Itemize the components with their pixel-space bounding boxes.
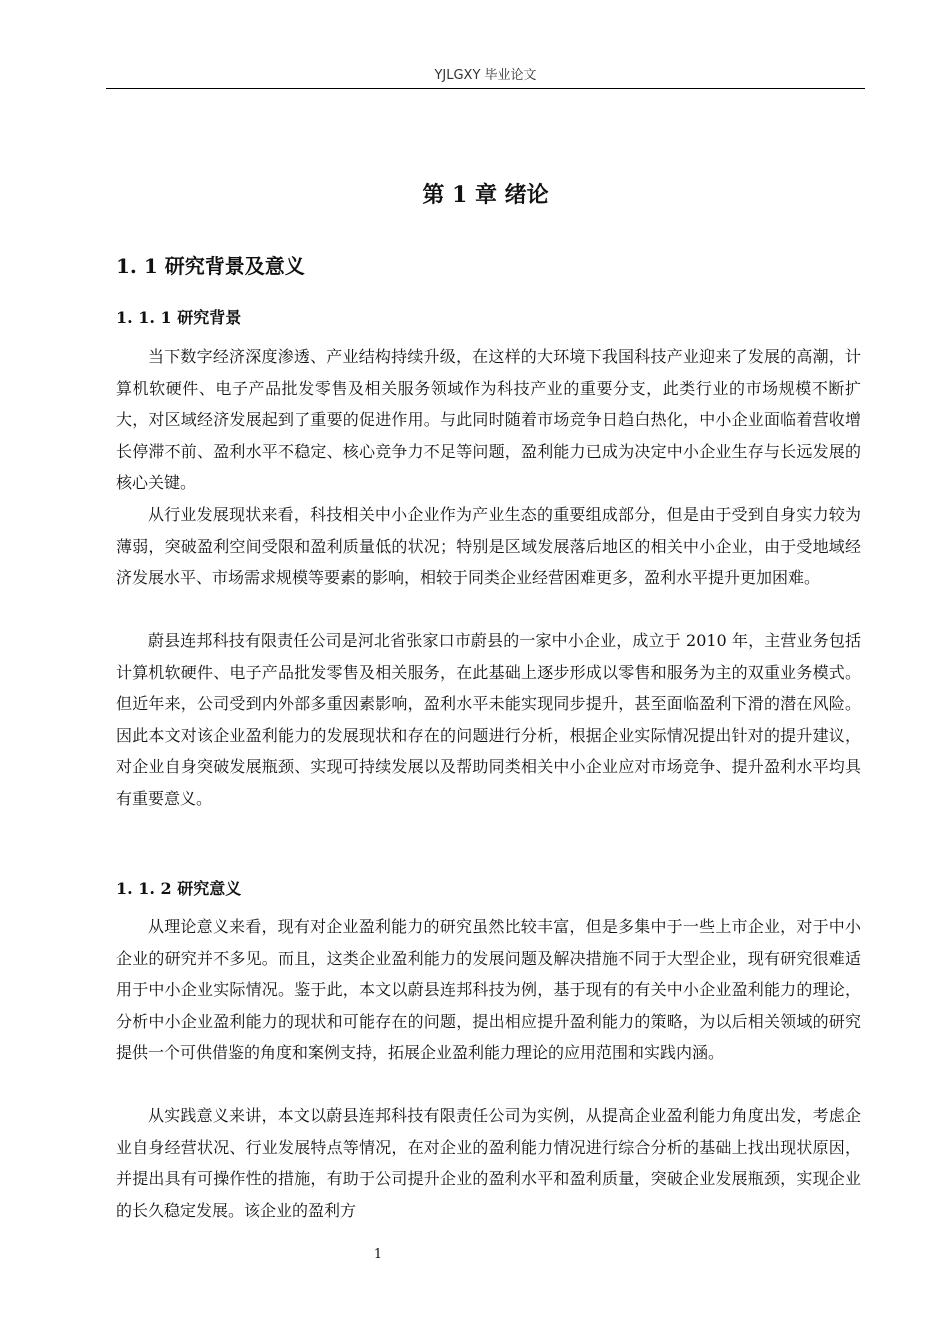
page-header: YJLGXY 毕业论文	[434, 68, 537, 83]
page-number: 1	[373, 1247, 383, 1262]
section-heading-1-1-1: 1. 1. 1 研究背景	[116, 308, 242, 327]
paragraph-significance-2: 从实践意义来讲，本文以蔚县连邦科技有限责任公司为实例，从提高企业盈利能力角度出发，考虑企业自身经营状况、行业发展特点等情况，在对企业的盈利能力情况进行综合分析的基础上找出现状原因，并提出具有可操作性的措施，有助于公司提升企业的盈利水平和盈利质量，突破企业发展瓶颈，实现企业的长久稳定发展。该企业的盈利方	[116, 1106, 861, 1220]
chapter-title: 第 1 章 绪论	[422, 182, 549, 208]
header-rule	[106, 88, 865, 89]
paragraph-significance-1: 从理论意义来看，现有对企业盈利能力的研究虽然比较丰富，但是多集中于一些上市企业，对于中小企业的研究并不多见。而且，这类企业盈利能力的发展问题及解决措施不同于大型企业，现有研究很难适用于中小企业实际情况。鉴于此，本文以蔚县连邦科技为例，基于现有的有关中小企业盈利能力的理论，分析中小企业盈利能力的现状和可能存在的问题，提出相应提升盈利能力的策略，为以后相关领域的研究提供一个可供借鉴的角度和案例支持，拓展企业盈利能力理论的应用范围和实践内涵。	[116, 917, 861, 1062]
section-heading-1-1-2: 1. 1. 2 研究意义	[116, 879, 242, 898]
paragraph-background-3: 蔚县连邦科技有限责任公司是河北省张家口市蔚县的一家中小企业，成立于 2010 年，主营业务包括计算机软硬件、电子产品批发零售及相关服务，在此基础上逐步形成以零售和服务为主的双重业务模式。但近年来，公司受到内外部多重因素影响，盈利水平未能实现同步提升，甚至面临盈利下滑的潜在风险。因此本文对该企业盈利能力的发展现状和存在的问题进行分析，根据企业实际情况提出针对的提升建议，对企业自身突破发展瓶颈、实现可持续发展以及帮助同类相关中小企业应对市场竞争、提升盈利水平均具有重要意义。	[116, 631, 861, 808]
section-heading-1-1: 1. 1 研究背景及意义	[116, 254, 305, 278]
paragraph-background-2: 从行业发展现状来看，科技相关中小企业作为产业生态的重要组成部分，但是由于受到自身实力较为薄弱，突破盈利空间受限和盈利质量低的状况；特别是区域发展落后地区的相关中小企业，由于受地域经济发展水平、市场需求规模等要素的影响，相较于同类企业经营困难更多，盈利水平提升更加困难。	[116, 505, 861, 587]
paragraph-background-1: 当下数字经济深度渗透、产业结构持续升级，在这样的大环境下我国科技产业迎来了发展的高潮，计算机软硬件、电子产品批发零售及相关服务领域作为科技产业的重要分支，此类行业的市场规模不断扩大，对区域经济发展起到了重要的促进作用。与此同时随着市场竞争日趋白热化，中小企业面临着营收增长停滞不前、盈利水平不稳定、核心竞争力不足等问题，盈利能力已成为决定中小企业生存与长远发展的核心关键。	[116, 347, 861, 492]
